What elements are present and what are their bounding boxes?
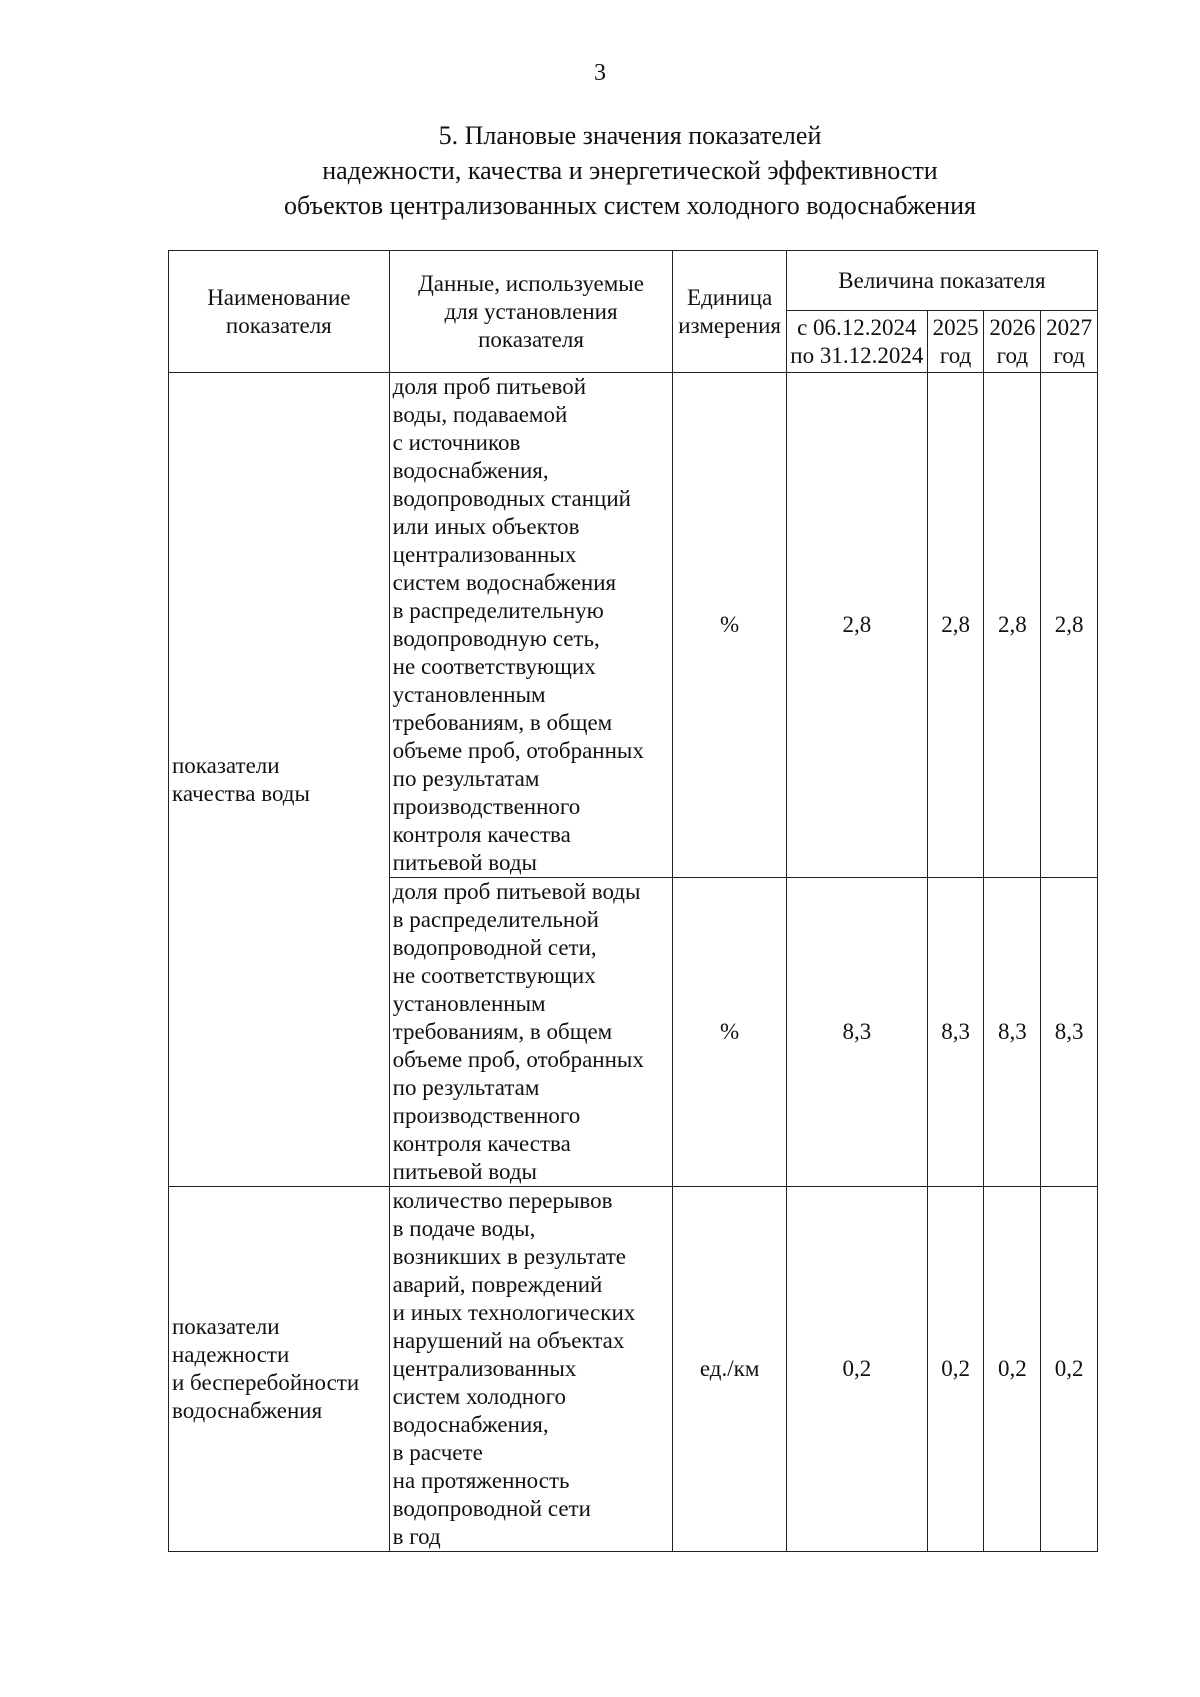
value-period: 8,3 [786, 878, 927, 1187]
table-row [169, 1187, 1098, 1552]
group-name-reliability: показатели надежности и бесперебойности водоснабжения [169, 1187, 390, 1552]
header-unit: Единица измерения [673, 251, 786, 373]
header-indicator-name: Наименование показателя [169, 251, 390, 373]
header-year-2025: 2025 год [927, 311, 984, 373]
row-data-description: количество перерывов в подаче воды, возникших в результате аварий, повреждений и иных технологических нарушений на объектах централизованных систем холодного водоснабжения, в расчете на протяженность водопроводной сети в год [389, 1187, 673, 1552]
row-unit: ед./км [673, 1187, 786, 1552]
title-line-1: 5. Плановые значения показателей [438, 121, 822, 150]
header-indicator-value: Величина показателя [786, 251, 1097, 311]
group-name-water-quality: показатели качества воды [169, 373, 390, 1187]
value-2026: 0,2 [984, 1187, 1041, 1552]
value-period: 0,2 [786, 1187, 927, 1552]
row-unit: % [673, 373, 786, 878]
table-row [169, 373, 1098, 878]
section-title [200, 118, 1060, 223]
title-line-3: объектов централизованных систем холодного водоснабжения [284, 191, 976, 220]
page-number: 3 [594, 60, 606, 86]
value-2027: 8,3 [1041, 878, 1098, 1187]
value-2027: 0,2 [1041, 1187, 1098, 1552]
row-unit: % [673, 878, 786, 1187]
value-2027: 2,8 [1041, 373, 1098, 878]
value-2025: 2,8 [927, 373, 984, 878]
value-2025: 8,3 [927, 878, 984, 1187]
header-period: с 06.12.2024 по 31.12.2024 [786, 311, 927, 373]
value-2025: 0,2 [927, 1187, 984, 1552]
value-2026: 2,8 [984, 373, 1041, 878]
value-period: 2,8 [786, 373, 927, 878]
header-data-used: Данные, используемые для установления показателя [389, 251, 673, 373]
header-year-2027: 2027 год [1041, 311, 1098, 373]
row-data-description: доля проб питьевой воды в распределительной водопроводной сети, не соответствующих установленным требованиям, в общем объеме проб, отобранных по результатам производственного контроля качества питьевой воды [389, 878, 673, 1187]
row-data-description: доля проб питьевой воды, подаваемой с источников водоснабжения, водопроводных станций или иных объектов централизованных систем водоснабжения в распределительную водопроводную сеть, не соответствующих установленным требованиям, в общем объеме проб, отобранных по результатам производственного контроля качества питьевой воды [389, 373, 673, 878]
title-line-2: надежности, качества и энергетической эффективности [322, 156, 938, 185]
header-year-2026: 2026 год [984, 311, 1041, 373]
indicators-table [168, 250, 1098, 1552]
value-2026: 8,3 [984, 878, 1041, 1187]
